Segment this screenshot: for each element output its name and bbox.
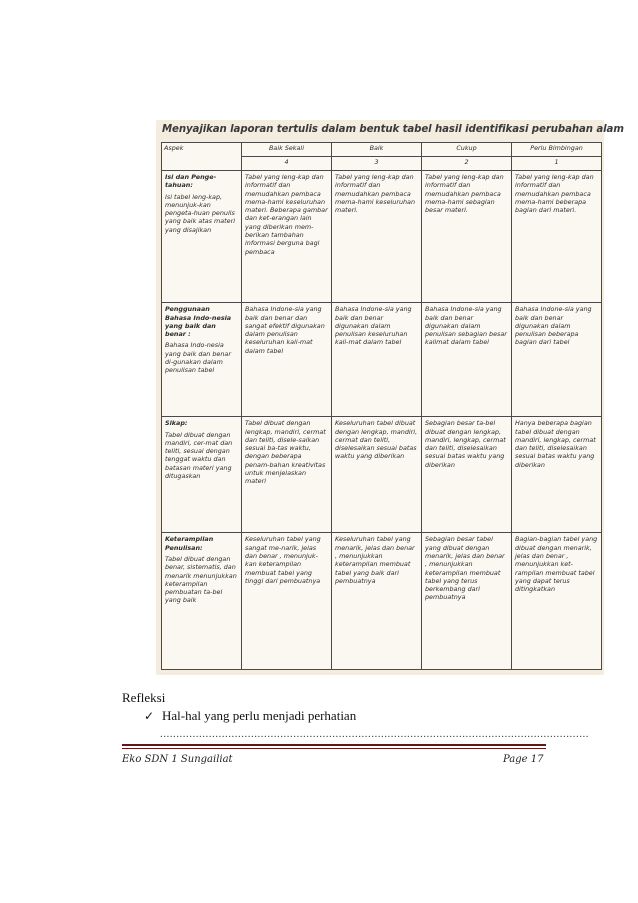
aspect-title: Penggunaan Bahasa Indo-nesia yang baik dan benar : <box>165 305 232 339</box>
rubric-cell: Tabel yang leng-kap dan informatif dan memudahkan pembaca mema-hami sebagian besar materi. <box>422 170 512 302</box>
header-aspek: Aspek <box>162 143 242 171</box>
footer-author: Eko SDN 1 Sungailiat <box>122 754 233 765</box>
header-perlu-bimbingan: Perlu Bimbingan <box>512 143 602 157</box>
rubric-cell: Tabel dibuat dengan lengkap, mandiri, cermat dan teliti, disele-saikan sesuai ba-tas waktu, dengan beberapa penam-bahan kreativitas untuk menjelaskan materi <box>242 417 332 533</box>
score-2: 2 <box>422 156 512 170</box>
table-row <box>162 170 602 302</box>
rubric-cell: Bahasa Indone-sia yang baik dan benar digunakan dalam penulisan sebagian besar kalimat dalam tabel <box>422 303 512 417</box>
aspect-cell <box>162 170 242 302</box>
rubric-title: Menyajikan laporan tertulis dalam bentuk tabel hasil identifikasi perubahan alam <box>162 124 624 135</box>
rubric-cell: Bagian-bagian tabel yang dibuat dengan menarik, jelas dan benar , menunjukkan ket-rampilan membuat tabel yang dapat terus ditingkatkan <box>512 533 602 670</box>
aspect-title: Keterampilan Penulisan: <box>165 535 214 552</box>
rubric-cell: Hanya beberapa bagian tabel dibuat dengan mandiri, lengkap, cermat dan teliti, diselesaikan sesuai batas waktu yang diberikan <box>512 417 602 533</box>
aspect-description: Tabel dibuat dengan mandiri, cer-mat dan teliti, sesuai dengan tenggat waktu dan batasan materi yang ditugaskan <box>165 430 233 480</box>
aspect-description: Bahasa Indo-nesia yang baik dan benar di-gunakan dalam penulisan tabel <box>165 341 231 375</box>
score-1: 1 <box>512 156 602 170</box>
table-row <box>162 417 602 533</box>
aspect-cell <box>162 533 242 670</box>
aspect-description: Tabel dibuat dengan benar, sistematis, dan menarik menunjukkan keterampilan pembuatan ta-bel yang baik <box>165 554 237 605</box>
rubric-cell: Bahasa Indone-sia yang baik dan benar dan sangat efektif digunakan dalam penulisan keseluruhan kali-mat dalam tabel <box>242 303 332 417</box>
table-row <box>162 533 602 670</box>
rubric-cell: Keseluruhan tabel yang sangat me-narik, jelas dan benar , menunjuk-kan keterampilan membuat tabel yang tinggi dari pembuatnya <box>242 533 332 670</box>
rubric-cell: Keseluruhan tabel yang menarik, jelas dan benar , menunjukkan keterampilan membuat tabel yang baik dari pembuatnya <box>332 533 422 670</box>
footer-rule-thin <box>122 748 546 749</box>
rubric-cell: Sebagian besar ta-bel dibuat dengan lengkap, mandiri, lengkap, cermat dan teliti, diselesaikan sesuai batas waktu yang diberikan <box>422 417 512 533</box>
answer-line: .................................................................................................................................... <box>160 728 589 740</box>
rubric-cell: Tabel yang leng-kap dan informatif dan memudahkan pembaca mema-hami keseluruhan materi. Beberapa gambar dan ket-erangan lain yang diberikan mem-berikan tambahan informasi berguna bagi pembaca <box>242 170 332 302</box>
rubric-cell: Tabel yang leng-kap dan informatif dan memudahkan pembaca mema-hami beberapa bagian dari materi. <box>512 170 602 302</box>
aspect-cell <box>162 303 242 417</box>
footer-page-number: Page 17 <box>503 754 544 765</box>
header-baik: Baik <box>332 143 422 157</box>
rubric-cell: Bahasa Indone-sia yang baik dan benar digunakan dalam penulisan beberapa bagian dari tabel <box>512 303 602 417</box>
header-baik-sekali: Baik Sekali <box>242 143 332 157</box>
aspect-description: Isi tabel leng-kap, menunjuk-kan pengeta-huan penulis yang baik atas materi yang disajikan <box>165 192 235 234</box>
footer-rule-thick <box>122 744 546 746</box>
aspect-title: Sikap: <box>165 419 188 428</box>
refleksi-heading: Refleksi <box>122 690 166 705</box>
rubric-cell: Sebagian besar tabel yang dibuat dengan menarik, jelas dan benar , menunjukkan keterampilan membuat tabel yang terus berkembang dari pembuatnya <box>422 533 512 670</box>
score-4: 4 <box>242 156 332 170</box>
header-row <box>162 143 602 157</box>
refleksi-item-text: Hal-hal yang perlu menjadi perhatian <box>162 708 357 723</box>
table-row <box>162 303 602 417</box>
refleksi-item <box>144 708 356 724</box>
rubric-cell: Keseluruhan tabel dibuat dengan lengkap, mandiri, cermat dan teliti, diselesaikan sesuai batas waktu yang diberikan <box>332 417 422 533</box>
aspect-cell <box>162 417 242 533</box>
rubric-scan-image <box>156 120 624 675</box>
header-cukup: Cukup <box>422 143 512 157</box>
score-3: 3 <box>332 156 422 170</box>
rubric-cell: Tabel yang leng-kap dan informatif dan memudahkan pembaca mema-hami keseluruhan materi. <box>332 170 422 302</box>
rubric-cell: Bahasa Indone-sia yang baik dan benar digunakan dalam penulisan keseluruhan kali-mat dalam tabel <box>332 303 422 417</box>
aspect-title: Isi dan Penge-tahuan: <box>165 172 217 190</box>
rubric-table <box>161 142 602 670</box>
checkmark-icon: ✓ <box>144 709 155 723</box>
